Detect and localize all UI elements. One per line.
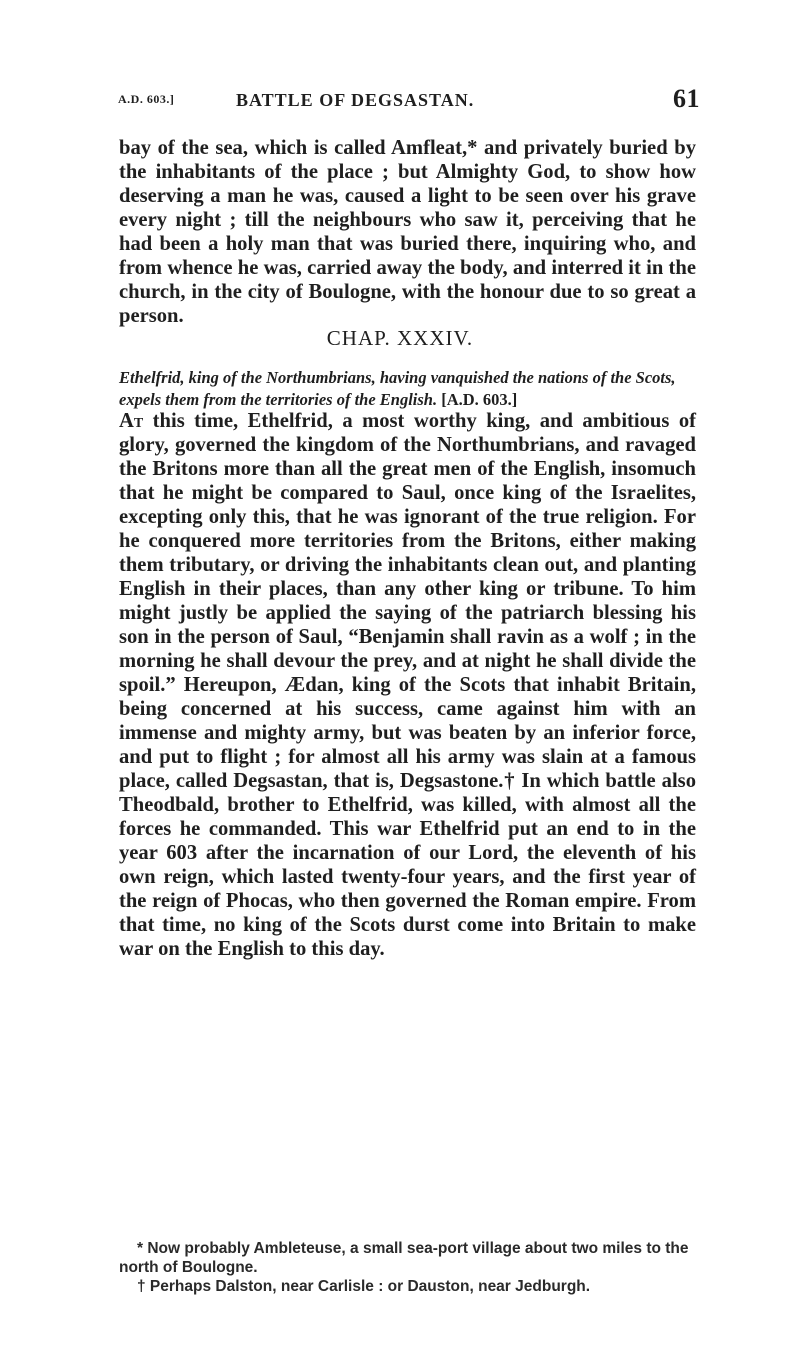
footnote-2: † Perhaps Dalston, near Carlisle : or Dauston, near Jedburgh.: [137, 1278, 591, 1295]
chapter-summary: [119, 367, 696, 411]
chapter-body-text: this time, Ethelfrid, a most worthy king, and ambitious of glory, governed the kingdom of the Northumbrians, and ravaged the Britons more than all the great men of the English, insomuch that he might be compared to Saul, once king of the Israelites, excepting only this, that he was ignorant of the true religion. For he conquered more territories from the Britons, either making them tributary, or driving the inhabitants clean out, and planting English in their places, than any other king or tribune. To him might justly be applied the saying of the patriarch blessing his son in the person of Saul, “Benjamin shall ravin as a wolf ; in the morning he shall devour the prey, and at night he shall divide the spoil.” Hereupon, Ædan, king of the Scots that inhabit Britain, being concerned at his success, came against him with an immense and mighty army, but was beaten by an inferior force, and put to flight ; for almost all his army was slain at a famous place, called Degsastan, that is, Degsastone.† In which battle also Theodbald, brother to Ethelfrid, was killed, with almost all the forces he commanded. This war Ethelfrid put an end to in the year 603 after the incarnation of our Lord, the eleventh of his own reign, which lasted twenty-four years, and the first year of the reign of Phocas, who then governed the Roman empire. From that time, no king of the Scots durst come into Britain to make war on the English to this day.: [119, 410, 696, 960]
running-header: [118, 84, 700, 120]
header-title: BATTLE OF DEGSASTAN.: [236, 90, 475, 110]
chapter-heading: CHAP. XXXIV.: [326, 326, 474, 350]
continued-paragraph-text: bay of the sea, which is called Amfleat,* and privately buried by the inhabitants of the place ; but Almighty God, to show how deserving a man he was, caused a light to be seen over his grave every night ; till the neighbours who saw it, perceiving that he had been a holy man that was buried there, inquiring who, and from whence he was, carried away the body, and interred it in the church, in the city of Boulogne, with the honour due to so great a person.: [119, 137, 696, 327]
opening-word: At: [119, 410, 144, 432]
continued-paragraph: [119, 136, 696, 328]
page-number: 61: [673, 84, 700, 113]
footnote-1: * Now probably Ambleteuse, a small sea-port village about two miles to the north of Boulogne.: [119, 1240, 689, 1276]
header-date: A.D. 603.]: [118, 92, 175, 106]
chapter-body-paragraph: [119, 409, 696, 961]
footnotes: [119, 1239, 701, 1296]
chapter-summary-text: Ethelfrid, king of the Northumbrians, having vanquished the nations of the Scots, expels them from the territories of the English.: [119, 368, 676, 409]
chapter-date: [A.D. 603.]: [441, 390, 518, 409]
chapter-body: [119, 409, 696, 961]
